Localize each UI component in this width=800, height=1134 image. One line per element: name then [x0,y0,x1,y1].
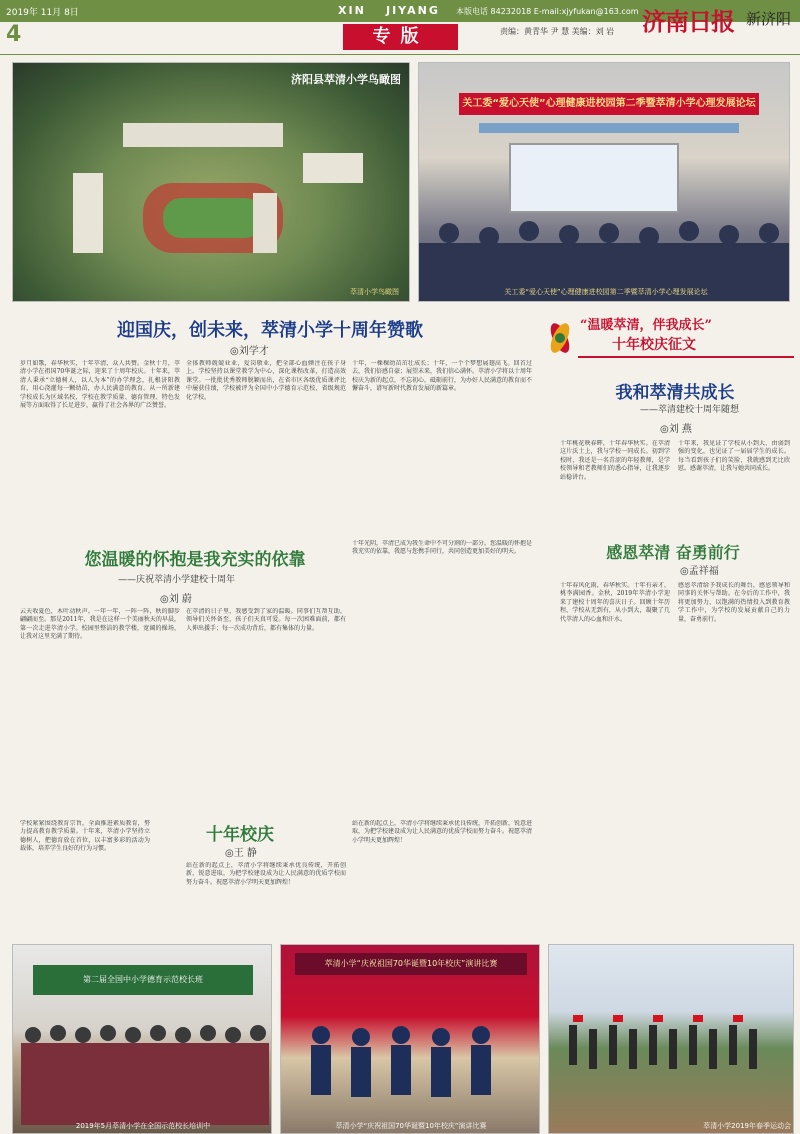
flower-icon [542,318,578,358]
forum-photo [418,62,790,302]
article3-subtitle: ——庆祝萃清小学建校十周年 [118,575,236,585]
article1-column-1: 岁月如歌，春华秋实，十年萃清，众人共赞。金秋十月，萃清小学在祖国70华诞之际，迎来了十周年校庆。十年来，萃清人秉承“立德树人，以人为本”的办学理念，扎根济阳教育，用心浇灌每一颗幼苗，办人民满意的教育。从一所新建学校成长为区域名校，学校在教学质量、德育管理、特色发展等方面取得了长足进步，赢得了社会各界的广泛赞誉。 [20,360,180,410]
aerial-credit: 萃清小学鸟瞰图 [350,288,399,296]
parade-photo [548,944,794,1134]
group-photo [12,944,272,1134]
header-divider [0,54,800,55]
aerial-caption: 济阳县萃清小学鸟瞰图 [291,73,401,86]
article3-column-3: 十年光阴，萃清已成为我生命中不可分割的一部分。您温暖的怀抱是我充实的依靠，我愿与您携手同行，共同创造更加美好的明天。 [352,540,532,556]
group-photo-caption: 2019年5月萃清小学在全国示范校长培训中 [75,1122,211,1130]
article1-column-2: 全体教师兢兢业业，爱岗敬业，把全部心血倾注在孩子身上。学校坚持以课堂教学为中心，深化课程改革，打造高效课堂。一批批优秀教师脱颖而出，在省市区各级优质课评比中屡获佳绩，学校被评为全国中小学德育示范校、省级规范化学校。 [186,360,346,401]
article4-title: 感恩萃清 奋勇前行 [606,543,740,562]
masthead-title: 济南日报 [642,7,734,36]
article4-author: ◎孟祥福 [680,566,719,577]
article3-column-1: 云天收夏色，木叶动秋声。一年一年，一阵一阵，秋的脚步翩翩而至。那是2011年，我是在这样一个美丽秋天的早晨，第一次走进萃清小学。校园里整洁的教学楼，宽阔的操场，让我对这里充满了期待。 [20,608,180,641]
article3-author: ◎刘 蔚 [160,594,192,605]
contact-info: 本版电话 84232018 E-mail:xjyfukan@163.com [456,7,639,16]
aerial-illustration [13,63,410,302]
article5-column-1: 学校紧紧围绕教育宗旨，全面推进素质教育，努力提高教育教学质量。十年来，萃清小学坚持立德树人，把德育放在首位，以丰富多彩的活动为载体，培养学生良好的行为习惯。 [20,820,150,853]
section-banner: 专版 [343,24,458,50]
parade-photo-caption: 萃清小学2019年春季运动会 [703,1122,791,1130]
article3-title: 您温暖的怀抱是我充实的依靠 [84,550,306,570]
pinyin-xin: XIN [338,4,366,17]
parade-students [549,995,794,1115]
article2-title: 我和萃清共成长 [615,383,735,403]
article2-author: ◎刘 燕 [660,424,692,435]
article2-column-2: 十年来，我见证了学校从小到大、由弱到强的变化，也见证了一届届学生的成长。每当看到孩子们的笑脸，我就感到无比欣慰。感谢萃清，让我与她共同成长。 [678,440,790,473]
article1-title: 迎国庆，创未来，萃清小学十周年赞歌 [117,320,423,341]
article1-column-3: 十年，一棵棵幼苗茁壮成长；十年，一个个梦想展翅高飞。回首过去，我们倍感自豪；展望未来，我们信心满怀。萃清小学将以十周年校庆为新的起点，不忘初心，砥砺前行，为办好人民满意的教育而不懈奋斗，谱写新时代教育发展的新篇章。 [352,360,532,393]
editors-credit: 责编：黄青华 尹 慧 美编：刘 岩 [500,27,615,36]
page-number: 4 [6,22,22,47]
article4-column-2: 感恩萃清给予我成长的舞台，感恩领导和同事的关怀与帮助。在今后的工作中，我将更加努力，以饱满的热情投入到教育教学工作中，为学校的发展贡献自己的力量，奋勇前行。 [678,582,790,623]
article5-author: ◎王 静 [225,848,257,859]
group-silhouettes [13,1005,272,1125]
essay-section-divider [578,356,794,358]
pinyin-jiyang: JIYANG [386,4,440,17]
essay-section-subtitle: 十年校庆征文 [612,337,696,353]
stage-performers [281,1015,540,1134]
projection-screen [509,143,679,213]
forum-caption: 关工委“爱心天使”心理健康进校园第二季暨萃清小学心理发展论坛 [504,288,708,296]
article1-author: ◎刘学才 [230,346,269,357]
article5-column-3: 站在新的起点上，萃清小学将继续秉承优良传统，开拓创新，锐意进取，为把学校建设成为让人民满意的优质学校而努力奋斗。祝愿萃清小学明天更加辉煌！ [186,862,346,886]
essay-section-title: “温暖萃清，伴我成长” [580,318,712,333]
forum-slogan-strip [479,123,739,133]
article5-title: 十年校庆 [206,825,274,845]
article5-column-2: 站在新的起点上，萃清小学将继续秉承优良传统，开拓创新，锐意进取，为把学校建设成为让人民满意的优质学校而努力奋斗。祝愿萃清小学明天更加辉煌！ [352,820,532,844]
stage-photo [280,944,540,1134]
stage-banner: 萃清小学“庆祝祖国70华诞暨10年校庆”演讲比赛 [295,953,527,975]
article4-column-1: 十年春风化雨，春华秋实。十年有亲才，桃李满园香。金秋，2019年萃清小学迎来了建校十周年的喜庆日子。回顾十年历程，学校从无到有，从小到大，凝聚了几代萃清人的心血和汗水。 [560,582,670,623]
masthead [642,2,798,46]
essay-section-header [542,312,794,364]
aerial-photo [12,62,410,302]
issue-date: 2019年 11月 8日 [6,8,79,18]
article3-column-2: 在萃清的日子里，我感受到了家的温暖。同事们互帮互助，领导们关怀备至，孩子们天真可爱。每一次困难面前，都有人伸出援手；每一次成功背后，都有集体的力量。 [186,608,346,632]
stage-photo-caption: 萃清小学“庆祝祖国70华诞暨10年校庆”演讲比赛 [335,1122,487,1130]
group-photo-sign: 第二届全国中小学德育示范校长班 [33,965,253,995]
article2-subtitle: ——萃清建校十周年随想 [640,405,740,415]
forum-banner: 关工委“爱心天使”心理健康进校园第二季暨萃清小学心理发展论坛 [459,93,759,115]
article2-column-1: 十年桃花映春晖，十年春华秋实。在萃清这片沃土上，我与学校一同成长。初到学校时，我还是一名青涩的年轻教师，是学校领导和老教师们的悉心指导，让我逐步站稳讲台。 [560,440,670,481]
masthead-subtitle: 新济阳 [746,10,792,28]
